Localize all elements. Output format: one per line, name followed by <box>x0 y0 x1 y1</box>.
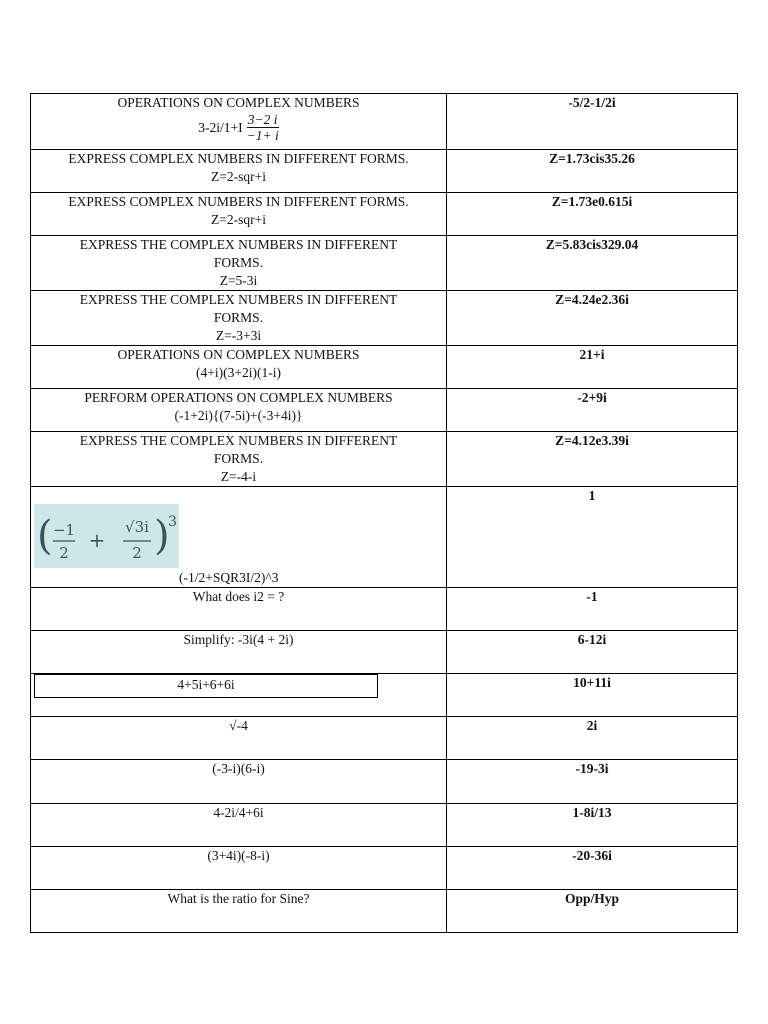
table-row <box>31 804 738 847</box>
question-line: (-1/2+SQR3I/2)^3 <box>179 570 279 585</box>
question-line: Z=2-sqr+i <box>211 212 266 227</box>
question-cell: (-3-i)(6-i) <box>31 760 447 804</box>
question-answer-table <box>30 93 738 933</box>
table-row <box>31 432 738 487</box>
boxed-expression: 4+5i+6+6i <box>34 674 378 698</box>
plus-sign: + <box>88 528 106 552</box>
answer-cell: 2i <box>447 717 738 760</box>
answer-cell: Z=4.24e2.36i <box>447 291 738 346</box>
answer-cell: Z=5.83cis329.04 <box>447 236 738 291</box>
question-cell <box>31 346 447 389</box>
question-cell <box>31 236 447 291</box>
right-paren: ) <box>154 513 170 559</box>
answer-cell: Opp/Hyp <box>447 890 738 933</box>
left-paren: ( <box>37 513 53 559</box>
fraction-numerator: 3−2 i <box>247 112 278 127</box>
answer-cell: -2+9i <box>447 389 738 432</box>
table-row <box>31 291 738 346</box>
question-cell <box>31 674 447 717</box>
table-row <box>31 760 738 804</box>
question-line: EXPRESS THE COMPLEX NUMBERS IN DIFFERENT <box>79 292 398 307</box>
table-row <box>31 94 738 150</box>
question-cell: (3+4i)(-8-i) <box>31 847 447 890</box>
table-row <box>31 890 738 933</box>
exponent: 3 <box>168 514 177 530</box>
table-row <box>31 150 738 193</box>
fraction-denominator: 2 <box>132 544 142 562</box>
answer-cell: 6-12i <box>447 631 738 674</box>
answer-cell: -1 <box>447 588 738 631</box>
question-cell <box>31 487 447 588</box>
answer-cell: -5/2-1/2i <box>447 94 738 150</box>
fraction <box>247 112 279 143</box>
answer-cell: Z=4.12e3.39i <box>447 432 738 487</box>
question-line: FORMS. <box>213 310 264 325</box>
question-line: FORMS. <box>213 255 264 270</box>
formula-image <box>34 504 179 568</box>
question-line: EXPRESS COMPLEX NUMBERS IN DIFFERENT FORMS. <box>68 194 409 209</box>
answer-cell: 1 <box>447 487 738 588</box>
table-row <box>31 236 738 291</box>
question-line: Z=2-sqr+i <box>211 169 266 184</box>
question-cell <box>31 193 447 236</box>
table-row <box>31 674 738 717</box>
fraction-expression <box>198 112 278 143</box>
question-line: OPERATIONS ON COMPLEX NUMBERS <box>117 347 360 362</box>
question-cell <box>31 389 447 432</box>
question-cell: What does i2 = ? <box>31 588 447 631</box>
question-cell: 4-2i/4+6i <box>31 804 447 847</box>
fraction-denominator: −1+ i <box>246 128 279 143</box>
question-cell <box>31 150 447 193</box>
answer-cell: 21+i <box>447 346 738 389</box>
table-row <box>31 193 738 236</box>
question-line: OPERATIONS ON COMPLEX NUMBERS <box>117 95 360 110</box>
answer-cell: Z=1.73e0.615i <box>447 193 738 236</box>
question-line: Z=5-3i <box>219 273 258 288</box>
answer-cell: -20-36i <box>447 847 738 890</box>
question-line: FORMS. <box>213 451 264 466</box>
answer-cell: -19-3i <box>447 760 738 804</box>
question-line: 3-2i/1+I <box>198 119 243 135</box>
question-line: Z=-3+3i <box>215 328 262 343</box>
fraction-numerator: √3i <box>125 518 149 536</box>
fraction-denominator: 2 <box>59 544 69 562</box>
question-line: EXPRESS COMPLEX NUMBERS IN DIFFERENT FORMS. <box>68 151 409 166</box>
table-row <box>31 631 738 674</box>
question-line: EXPRESS THE COMPLEX NUMBERS IN DIFFERENT <box>79 237 398 252</box>
question-line: EXPRESS THE COMPLEX NUMBERS IN DIFFERENT <box>79 433 398 448</box>
question-cell: √-4 <box>31 717 447 760</box>
table-row <box>31 389 738 432</box>
question-cell: Simplify: -3i(4 + 2i) <box>31 631 447 674</box>
table-row <box>31 487 738 588</box>
answer-cell: Z=1.73cis35.26 <box>447 150 738 193</box>
fraction-numerator: −1 <box>52 521 76 539</box>
answer-cell: 1-8i/13 <box>447 804 738 847</box>
answer-cell: 10+11i <box>447 674 738 717</box>
table-row <box>31 717 738 760</box>
question-line: (-1+2i){(7-5i)+(-3+4i)} <box>174 408 303 423</box>
question-line: (4+i)(3+2i)(1-i) <box>196 365 281 380</box>
question-line: PERFORM OPERATIONS ON COMPLEX NUMBERS <box>84 390 393 405</box>
table-row <box>31 346 738 389</box>
table-row <box>31 588 738 631</box>
table-row <box>31 847 738 890</box>
question-cell <box>31 432 447 487</box>
question-cell <box>31 94 447 150</box>
question-cell <box>31 291 447 346</box>
question-cell: What is the ratio for Sine? <box>31 890 447 933</box>
question-line: Z=-4-i <box>220 469 257 484</box>
